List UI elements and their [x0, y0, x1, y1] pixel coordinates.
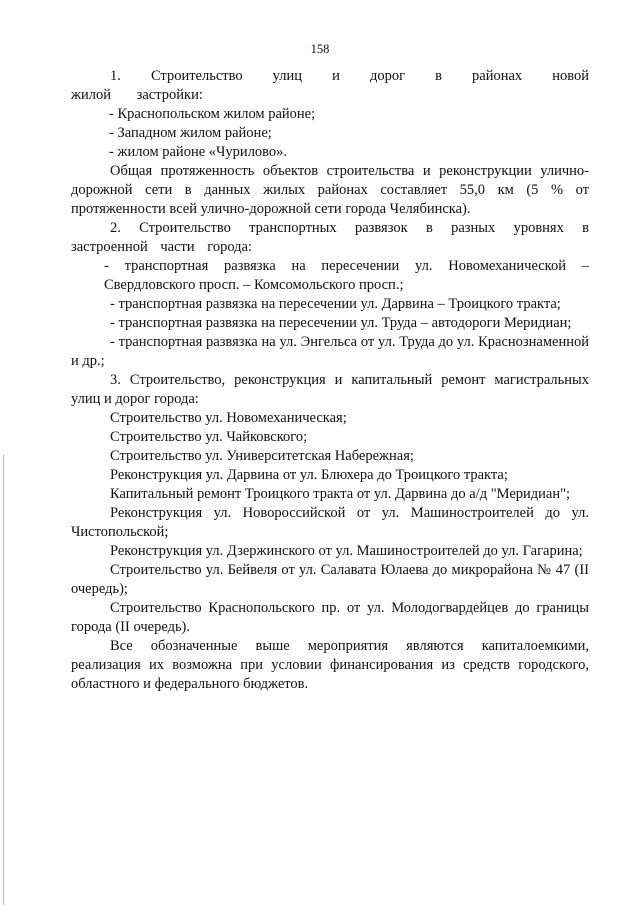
section-3-item: Строительство ул. Бейвеля от ул. Салавата Юлаева до микрорайона № 47 (II очередь);	[71, 562, 589, 597]
section-3-item: Капитальный ремонт Троицкого тракта от ул. Дарвина до а/д "Меридиан";	[110, 486, 571, 502]
section-1-summary: Общая протяженность объектов строительства и реконструкции улично-дорожной сети в данных жилых районах составляет 55,0 км (5 % от протяженности всей улично-дорожной сети города Челябинска).	[71, 163, 589, 217]
section-3-heading: 3. Строительство, реконструкция и капитальный ремонт магистральных улиц и дорог города:	[71, 372, 589, 407]
section-3-item: Реконструкция ул. Дарвина от ул. Блюхера до Троицкого тракта;	[110, 467, 508, 483]
page-number: 158	[310, 42, 330, 56]
section-2-item: - транспортная развязка на пересечении ул. Новомеханической – Свердловского просп. – Комсомольского просп.;	[104, 258, 589, 293]
section-3-item: Строительство ул. Новомеханическая;	[110, 410, 347, 426]
conclusion-paragraph: Все обозначенные выше мероприятия являются капиталоемкими, реализация их возможна при условии финансирования из средств городского, областного и федерального бюджетов.	[71, 638, 589, 692]
section-2-heading: 2. Строительство транспортных развязок в разных уровнях в застроенной части города:	[71, 220, 589, 255]
section-3-item: Строительство Краснопольского пр. от ул. Молодогвардейцев до границы города (II очередь).	[71, 600, 589, 635]
section-1-item: - Краснопольском жилом районе;	[109, 106, 316, 122]
section-2-item: - транспортная развязка на ул. Энгельса от ул. Труда до ул. Краснознаменной и др.;	[71, 334, 589, 369]
section-3-item: Реконструкция ул. Новороссийской от ул. Машиностроителей до ул. Чистопольской;	[71, 505, 589, 540]
section-2-item: - транспортная развязка на пересечении ул. Труда – автодороги Меридиан;	[110, 315, 572, 331]
scan-edge-line	[3, 455, 4, 905]
section-3-item: Реконструкция ул. Дзержинского от ул. Машиностроителей до ул. Гагарина;	[110, 543, 583, 559]
document-body	[71, 67, 589, 694]
section-1-heading: 1. Строительство улиц и дорог в районах новой жилой застройки:	[71, 68, 589, 103]
section-3-item: Строительство ул. Чайковского;	[110, 429, 308, 445]
section-1-item: - жилом районе «Чурилово».	[109, 144, 288, 160]
section-2-item: - транспортная развязка на пересечении ул. Дарвина – Троицкого тракта;	[110, 296, 561, 312]
section-1-item: - Западном жилом районе;	[109, 125, 272, 141]
section-3-item: Строительство ул. Университетская Набережная;	[110, 448, 414, 464]
